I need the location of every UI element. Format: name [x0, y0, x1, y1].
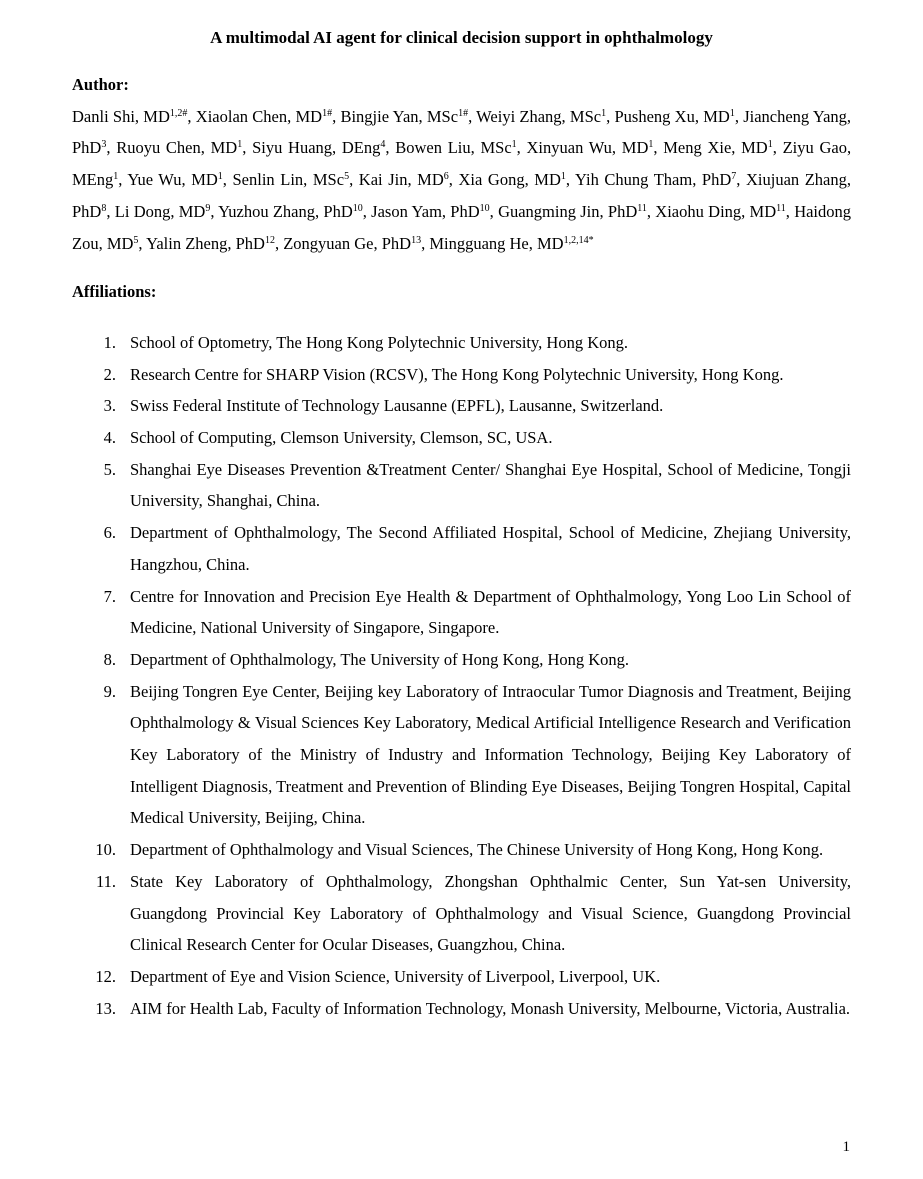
- affiliation-item: [72, 993, 851, 1025]
- affiliation-text: School of Computing, Clemson University, Clemson, SC, USA.: [130, 428, 553, 448]
- author-affiliation-ref: 1: [113, 171, 119, 183]
- affiliation-text: Department of Ophthalmology, The Second Affiliated Hospital, School of Medicine, Zhejiang University, Hangzhou, China.: [130, 523, 851, 574]
- affiliation-number: 4.: [103, 428, 116, 448]
- author-name: Siyu Huang, DEng$^4$,: [252, 138, 396, 158]
- affiliation-number: 2.: [103, 364, 116, 384]
- author-name: Kai Jin, $MD^6$,: [358, 170, 459, 190]
- author-name: Xinyuan Wu, $MD^1$,: [526, 138, 664, 158]
- affiliation-text: School of Optometry, The Hong Kong Polytechnic University, Hong Kong.: [130, 332, 628, 352]
- author-affiliation-ref: 1: [729, 107, 735, 119]
- author-name: Mingguang He, $MD^{1,2,14*}$: [429, 233, 594, 253]
- author-affiliation-ref: 1: [648, 139, 654, 151]
- author-name: Weiyi Zhang, MSc$^1$,: [476, 106, 615, 126]
- affiliation-item: [72, 961, 851, 993]
- author-affiliation-ref: 1#: [458, 107, 469, 119]
- author-affiliation-ref: 10: [479, 202, 490, 214]
- author-affiliation-ref: 5: [133, 234, 139, 246]
- author-affiliation-ref: 5: [344, 171, 350, 183]
- affiliation-item: [72, 390, 851, 422]
- author-name: Xiaohu Ding, MD$^{11}$,: [655, 201, 795, 221]
- author-name: Yih Chung Tham, PhD$^7$,: [574, 170, 746, 190]
- author-heading: Author:: [72, 75, 129, 94]
- affiliation-item: [72, 327, 851, 359]
- author-name: Pusheng Xu, $MD^1$,: [614, 106, 744, 126]
- author-name: Xiaolan Chen, $MD^{1\#}$,: [195, 106, 341, 126]
- affiliation-number: 11.: [95, 871, 116, 891]
- author-affiliation-ref: 9: [205, 202, 211, 214]
- affiliation-item: [72, 422, 851, 454]
- affiliation-number: 13.: [95, 998, 116, 1018]
- author-name: Jiancheng Yang, PhD$^3$,: [72, 106, 852, 158]
- author-affiliation-ref: 1#: [322, 107, 333, 119]
- affiliation-item: [72, 676, 851, 835]
- author-name: Meng Xie, $MD^1$,: [663, 138, 783, 158]
- author-affiliation-ref: 1: [237, 139, 243, 151]
- author-affiliation-ref: 1: [511, 139, 517, 151]
- author-name: Danli Shi, $MD^{1,2\#}$,: [72, 106, 196, 126]
- author-affiliation-ref: 11: [776, 202, 786, 214]
- author-name: Xiujuan Zhang, PhD$^8$,: [72, 170, 852, 221]
- author-name: Yuzhou Zhang, PhD$^{10}$,: [218, 201, 372, 221]
- author-affiliation-ref: 1: [217, 171, 223, 183]
- author-affiliation-ref: 3: [101, 139, 107, 151]
- affiliation-item: [72, 644, 851, 676]
- affiliation-number: 1.: [103, 332, 116, 352]
- author-name: Bingjie Yan, MSc$^{1\#}$,: [340, 106, 477, 126]
- page-number: 1: [842, 1139, 850, 1155]
- author-affiliation-ref: 1,2#: [169, 107, 188, 119]
- author-name: Ziyu Gao, MEng$^1$,: [72, 138, 852, 190]
- author-list-paragraph: [72, 101, 851, 260]
- affiliation-text: Research Centre for SHARP Vision (RCSV), The Hong Kong Polytechnic University, Hong Kong.: [130, 364, 784, 384]
- affiliation-number: 6.: [103, 523, 116, 543]
- author-name: Bowen Liu, MSc$^1$,: [395, 138, 527, 158]
- author-affiliation-ref: 4: [380, 139, 386, 151]
- affiliation-text: Centre for Innovation and Precision Eye Health & Department of Ophthalmology, Yong Loo Lin School of Medicine, National University of Singapore, Singapore.: [130, 586, 851, 638]
- affiliation-text: Shanghai Eye Diseases Prevention &Treatment Center/ Shanghai Eye Hospital, School of Medicine, Tongji University, Shanghai, China.: [130, 459, 851, 511]
- affiliation-text: State Key Laboratory of Ophthalmology, Zhongshan Ophthalmic Center, Sun Yat-sen University, Guangdong Provincial Key Laboratory of Ophthalmology and Visual Science, Guangdong Provincial Clinical Research Center for Ocular Diseases, Guangzhou, China.: [130, 871, 851, 955]
- author-affiliation-ref: 1,2,14*: [563, 234, 594, 246]
- author-affiliation-ref: 11: [637, 202, 647, 214]
- affiliation-text: Swiss Federal Institute of Technology Lausanne (EPFL), Lausanne, Switzerland.: [130, 396, 664, 416]
- author-affiliation-ref: 1: [601, 107, 607, 119]
- affiliation-item: [72, 581, 851, 644]
- author-name: Yue Wu, $MD^1$,: [127, 170, 233, 190]
- affiliation-text: Beijing Tongren Eye Center, Beijing key Laboratory of Intraocular Tumor Diagnosis and Treatment, Beijing Ophthalmology & Visual Sciences Key Laboratory, Medical Artificial Intelligence Research and Verification Key Laboratory of the Ministry of Industry and Information Technology, Beijing Key Laboratory of Intelligent Diagnosis, Treatment and Prevention of Blinding Eye Diseases, Beijing Tongren Hospital, Capital Medical University, Beijing, China.: [130, 681, 851, 828]
- author-name: Senlin Lin, MSc$^5$,: [232, 170, 359, 190]
- author-affiliation-ref: 1: [767, 139, 773, 151]
- author-affiliation-ref: 7: [731, 171, 737, 183]
- author-affiliation-ref: 12: [264, 234, 275, 246]
- author-name: Li Dong, $MD^9$,: [114, 201, 219, 221]
- paper-title: A multimodal AI agent for clinical decision support in ophthalmology: [210, 28, 713, 47]
- author-affiliation-ref: 6: [443, 171, 449, 183]
- author-name: Jason Yam, PhD$^{10}$,: [371, 201, 499, 221]
- affiliations-heading: Affiliations:: [72, 282, 157, 302]
- affiliation-number: 7.: [103, 586, 116, 606]
- affiliation-item: [72, 359, 851, 391]
- author-name: Yalin Zheng, PhD$^{12}$,: [146, 233, 284, 253]
- affiliation-item: [72, 517, 851, 580]
- author-affiliation-ref: 13: [411, 234, 422, 246]
- author-name: Guangming Jin, PhD$^{11}$,: [498, 201, 656, 221]
- affiliation-item: [72, 834, 851, 866]
- affiliation-number: 9.: [103, 681, 116, 701]
- affiliation-text: Department of Ophthalmology and Visual Sciences, The Chinese University of Hong Kong, Hong Kong.: [130, 840, 824, 860]
- affiliation-number: 8.: [103, 649, 116, 669]
- affiliations-list: [72, 327, 851, 1024]
- affiliation-item: [72, 454, 851, 517]
- author-affiliation-ref: 10: [352, 202, 363, 214]
- affiliation-number: 10.: [95, 840, 116, 860]
- affiliation-text: Department of Ophthalmology, The University of Hong Kong, Hong Kong.: [130, 649, 630, 669]
- author-name: Ruoyu Chen, $MD^1$,: [116, 138, 253, 158]
- author-name: Haidong Zou, $MD^5$,: [72, 201, 852, 253]
- author-affiliation-ref: 8: [101, 202, 107, 214]
- affiliation-number: 5.: [103, 459, 116, 479]
- affiliation-text: Department of Eye and Vision Science, University of Liverpool, Liverpool, UK.: [130, 966, 661, 986]
- author-affiliation-ref: 1: [560, 171, 566, 183]
- author-name: Zongyuan Ge, PhD$^{13}$,: [283, 233, 430, 253]
- affiliation-text: AIM for Health Lab, Faculty of Information Technology, Monash University, Melbourne, Victoria, Australia.: [130, 998, 851, 1018]
- author-name: Xia Gong, $MD^1$,: [458, 170, 575, 190]
- affiliation-number: 3.: [103, 396, 116, 416]
- affiliation-number: 12.: [95, 966, 116, 986]
- affiliation-item: [72, 866, 851, 961]
